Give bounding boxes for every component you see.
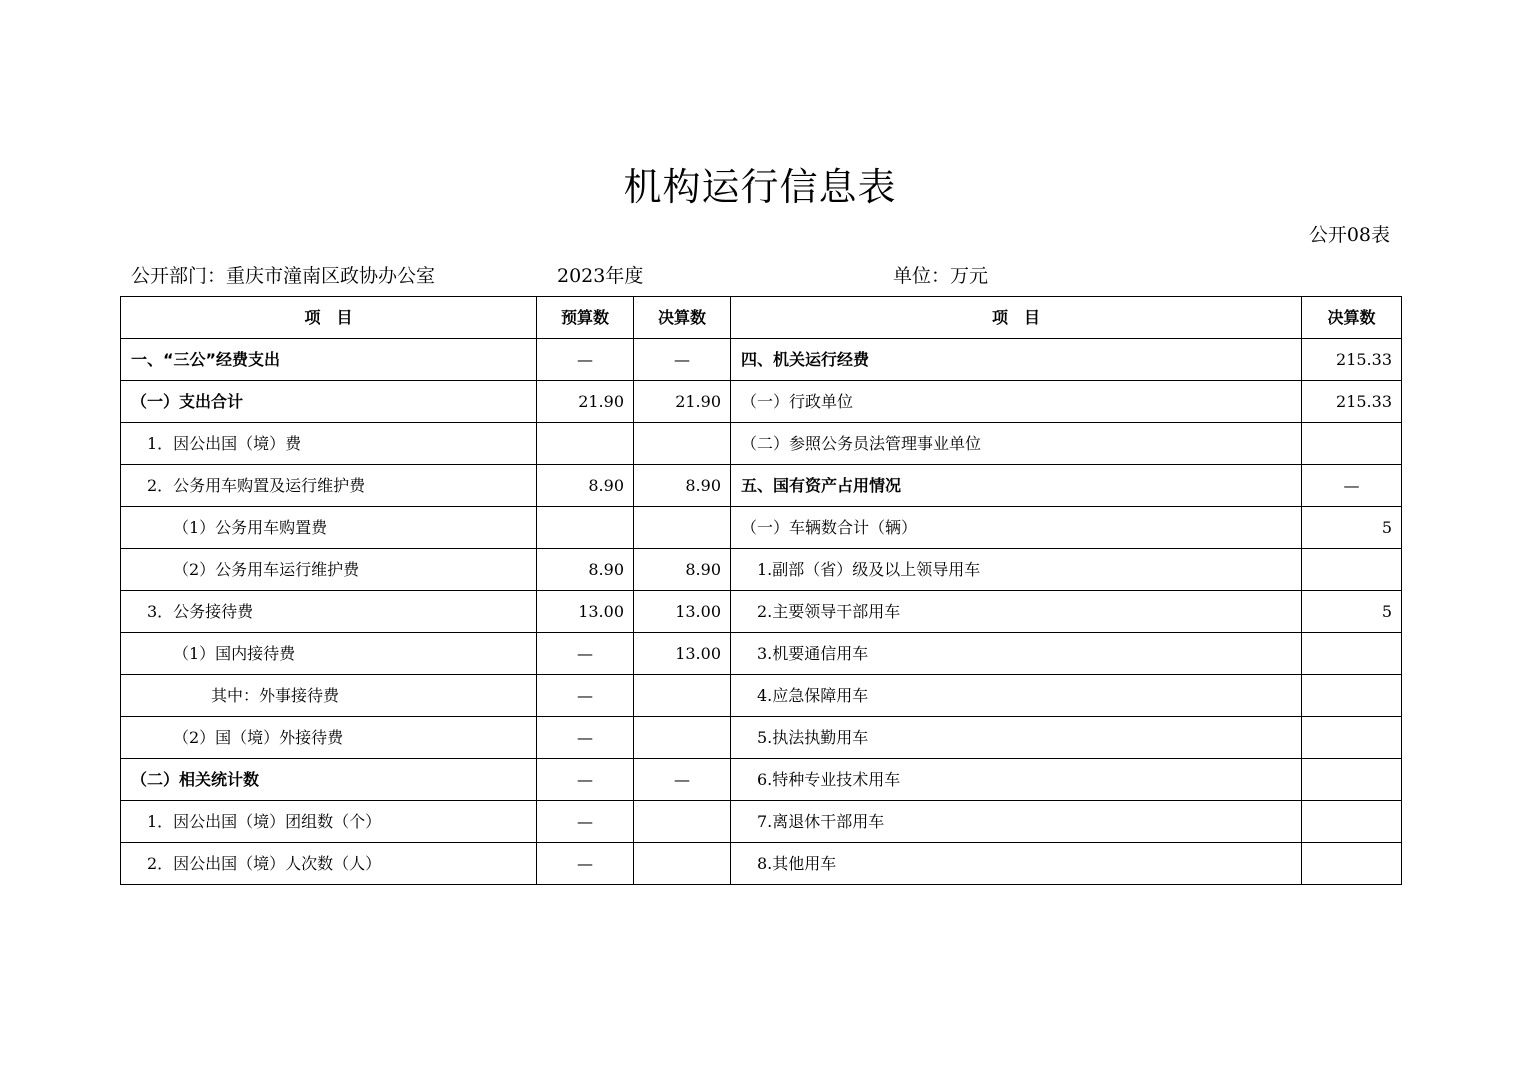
table-row bbox=[121, 591, 1402, 633]
final-cell: — bbox=[634, 759, 731, 801]
budget-cell: — bbox=[537, 339, 634, 381]
right-item: （一）行政单位 bbox=[731, 381, 1302, 423]
right-final-cell bbox=[1302, 675, 1402, 717]
final-cell: — bbox=[634, 339, 731, 381]
header-final-right: 决算数 bbox=[1302, 297, 1402, 339]
header-final: 决算数 bbox=[634, 297, 731, 339]
final-cell bbox=[634, 423, 731, 465]
table-number: 公开08表 bbox=[1308, 224, 1390, 246]
right-item: 4.应急保障用车 bbox=[731, 675, 1302, 717]
right-item: 五、国有资产占用情况 bbox=[731, 465, 1302, 507]
left-item: 1．因公出国（境）团组数（个） bbox=[121, 801, 537, 843]
right-final-cell bbox=[1302, 549, 1402, 591]
header-item: 项 目 bbox=[121, 297, 537, 339]
left-item: 2．公务用车购置及运行维护费 bbox=[121, 465, 537, 507]
right-item: 1.副部（省）级及以上领导用车 bbox=[731, 549, 1302, 591]
institution-operation-table bbox=[120, 296, 1402, 885]
right-final-cell bbox=[1302, 423, 1402, 465]
table-row bbox=[121, 717, 1402, 759]
left-item: 2．因公出国（境）人次数（人） bbox=[121, 843, 537, 885]
table-row bbox=[121, 381, 1402, 423]
department-label: 公开部门：重庆市潼南区政协办公室 bbox=[131, 265, 436, 287]
final-cell: 13.00 bbox=[634, 633, 731, 675]
budget-cell: — bbox=[537, 675, 634, 717]
budget-cell: — bbox=[537, 759, 634, 801]
right-item: 8.其他用车 bbox=[731, 843, 1302, 885]
right-final-cell bbox=[1302, 759, 1402, 801]
table-row bbox=[121, 633, 1402, 675]
right-final-cell bbox=[1302, 633, 1402, 675]
table-row bbox=[121, 801, 1402, 843]
table-row bbox=[121, 507, 1402, 549]
final-cell bbox=[634, 507, 731, 549]
unit-label: 单位：万元 bbox=[893, 265, 989, 287]
budget-cell: 8.90 bbox=[537, 549, 634, 591]
table-row bbox=[121, 339, 1402, 381]
right-item: 四、机关运行经费 bbox=[731, 339, 1302, 381]
left-item: 3．公务接待费 bbox=[121, 591, 537, 633]
table-row bbox=[121, 465, 1402, 507]
budget-cell: — bbox=[537, 717, 634, 759]
left-item: （2）公务用车运行维护费 bbox=[121, 549, 537, 591]
left-item: （二）相关统计数 bbox=[121, 759, 537, 801]
page-title: 机构运行信息表 bbox=[623, 165, 897, 209]
right-item: 2.主要领导干部用车 bbox=[731, 591, 1302, 633]
final-cell bbox=[634, 675, 731, 717]
final-cell bbox=[634, 801, 731, 843]
right-final-cell: — bbox=[1302, 465, 1402, 507]
right-item: （二）参照公务员法管理事业单位 bbox=[731, 423, 1302, 465]
left-item: （1）国内接待费 bbox=[121, 633, 537, 675]
right-item: 5.执法执勤用车 bbox=[731, 717, 1302, 759]
budget-cell: 21.90 bbox=[537, 381, 634, 423]
table-row bbox=[121, 549, 1402, 591]
left-item: 一、“三公”经费支出 bbox=[121, 339, 537, 381]
left-item: （2）国（境）外接待费 bbox=[121, 717, 537, 759]
right-final-cell: 215.33 bbox=[1302, 381, 1402, 423]
final-cell: 8.90 bbox=[634, 465, 731, 507]
budget-cell bbox=[537, 423, 634, 465]
left-item: （一）支出合计 bbox=[121, 381, 537, 423]
budget-cell bbox=[537, 507, 634, 549]
table-row bbox=[121, 759, 1402, 801]
final-cell bbox=[634, 717, 731, 759]
right-final-cell: 5 bbox=[1302, 591, 1402, 633]
left-item: 其中：外事接待费 bbox=[121, 675, 537, 717]
right-item: 7.离退休干部用车 bbox=[731, 801, 1302, 843]
final-cell: 21.90 bbox=[634, 381, 731, 423]
table-row bbox=[121, 675, 1402, 717]
right-final-cell bbox=[1302, 843, 1402, 885]
right-final-cell bbox=[1302, 717, 1402, 759]
header-item-right: 项 目 bbox=[731, 297, 1302, 339]
table-row bbox=[121, 423, 1402, 465]
right-item: （一）车辆数合计（辆） bbox=[731, 507, 1302, 549]
table-row bbox=[121, 843, 1402, 885]
right-final-cell bbox=[1302, 801, 1402, 843]
budget-cell: — bbox=[537, 633, 634, 675]
table-header-row bbox=[121, 297, 1402, 339]
right-item: 3.机要通信用车 bbox=[731, 633, 1302, 675]
left-item: （1）公务用车购置费 bbox=[121, 507, 537, 549]
header-budget: 预算数 bbox=[537, 297, 634, 339]
budget-cell: — bbox=[537, 801, 634, 843]
left-item: 1．因公出国（境）费 bbox=[121, 423, 537, 465]
right-item: 6.特种专业技术用车 bbox=[731, 759, 1302, 801]
budget-cell: — bbox=[537, 843, 634, 885]
final-cell: 8.90 bbox=[634, 549, 731, 591]
final-cell bbox=[634, 843, 731, 885]
budget-cell: 13.00 bbox=[537, 591, 634, 633]
right-final-cell: 215.33 bbox=[1302, 339, 1402, 381]
budget-cell: 8.90 bbox=[537, 465, 634, 507]
final-cell: 13.00 bbox=[634, 591, 731, 633]
year-label: 2023年度 bbox=[557, 265, 644, 287]
right-final-cell: 5 bbox=[1302, 507, 1402, 549]
